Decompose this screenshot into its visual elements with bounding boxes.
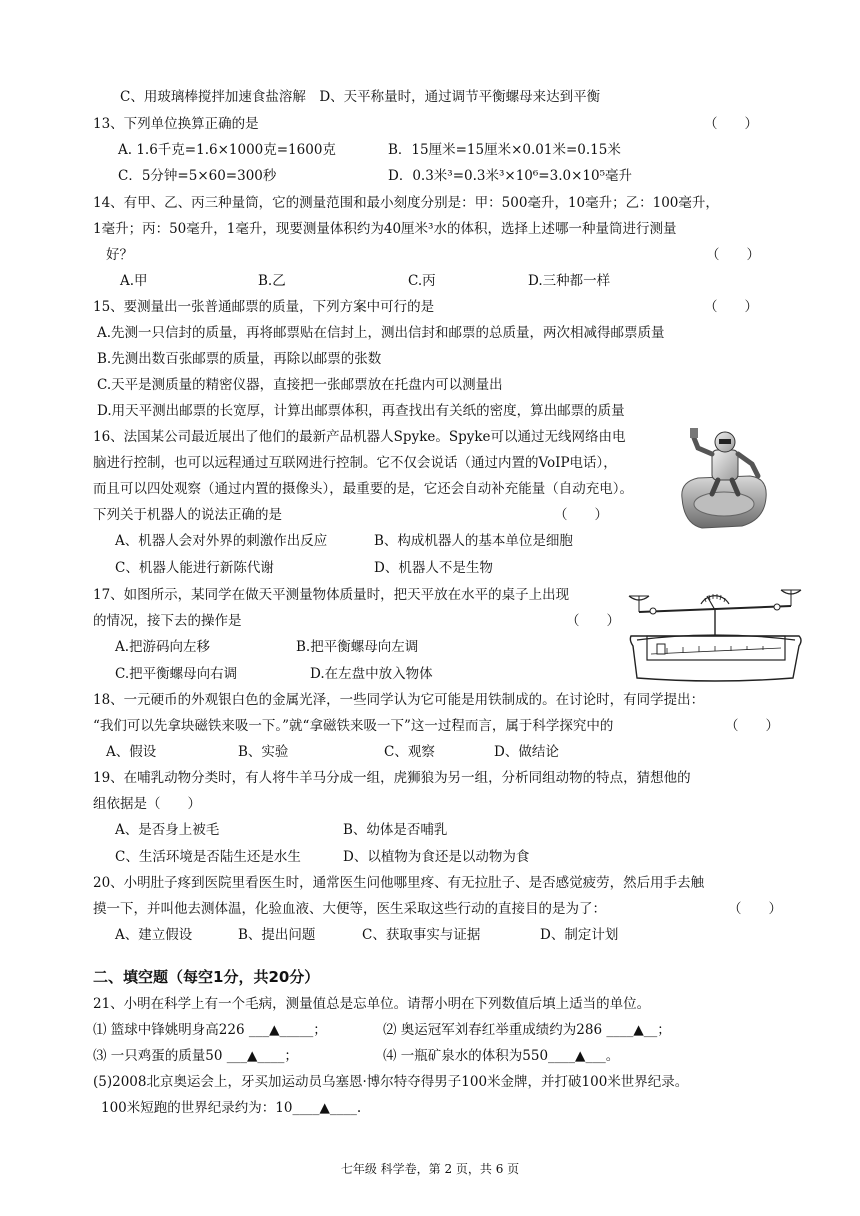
q20-option-a: A、建立假设 xyxy=(115,927,193,943)
q17-option-c: C.把平衡螺母向右调 xyxy=(115,666,238,682)
q20-option-b: B、提出问题 xyxy=(238,927,316,943)
q17-answer-blank: （ ） xyxy=(566,613,620,629)
q20-option-d: D、制定计划 xyxy=(540,927,619,943)
q14-option-b: B.乙 xyxy=(258,273,286,289)
q14-option-d: D.三种都一样 xyxy=(528,273,611,289)
q21-item-5-line1: (5)2008北京奥运会上，牙买加运动员乌塞恩·博尔特夺得男子100米金牌，并打破100米世界纪录。 xyxy=(93,1074,689,1090)
q19-option-b: B、幼体是否哺乳 xyxy=(343,822,448,838)
q21-item-2: ⑵ 奥运冠军刘春红举重成绩约为286 ____▲__； xyxy=(383,1022,671,1038)
q18-answer-blank: （ ） xyxy=(725,718,779,734)
q21-item-1: ⑴ 篮球中锋姚明身高226 ___▲_____； xyxy=(93,1022,327,1038)
q16-option-c: C、机器人能进行新陈代谢 xyxy=(115,560,274,576)
q18-option-a: A、假设 xyxy=(106,744,157,760)
q15-option-b: B.先测出数百张邮票的质量，再除以邮票的张数 xyxy=(97,351,382,367)
q16-stem-line4: 下列关于机器人的说法正确的是 xyxy=(93,507,282,523)
q16-stem-line3: 而且可以四处观察（通过内置的摄像头），最重要的是，它还会自动补充能量（自动充电）。 xyxy=(93,481,633,497)
balance-scale-figure xyxy=(627,580,803,684)
q14-stem-line2: 1毫升；丙：50毫升，1毫升，现要测量体积约为40厘米³水的体积，选择上述哪一种量筒进行测量 xyxy=(93,221,677,237)
q18-option-d: D、做结论 xyxy=(494,744,559,760)
q21-stem: 21、小明在科学上有一个毛病，测量值总是忘单位。请帮小明在下列数值后填上适当的单位。 xyxy=(93,996,651,1012)
q14-option-a: A.甲 xyxy=(120,273,148,289)
q19-option-d: D、以植物为食还是以动物为食 xyxy=(343,849,530,865)
q15-option-c: C.天平是测质量的精密仪器，直接把一张邮票放在托盘内可以测量出 xyxy=(97,377,503,393)
section-heading-fill-in: 二、填空题（每空1分，共20分） xyxy=(93,968,320,986)
q15-option-d: D.用天平测出邮票的长宽厚，计算出邮票体积，再查找出有关纸的密度，算出邮票的质量 xyxy=(97,403,625,419)
q16-stem-line1: 16、法国某公司最近展出了他们的最新产品机器人Spyke。Spyke可以通过无线网络由电 xyxy=(93,429,626,445)
q17-option-d: D.在左盘中放入物体 xyxy=(310,666,433,682)
q19-option-c: C、生活环境是否陆生还是水生 xyxy=(115,849,301,865)
q21-item-5-line2: 100米短跑的世界纪录约为：10____▲____. xyxy=(101,1100,362,1116)
q13-option-a: A. 1.6千克=1.6×1000克=1600克 xyxy=(118,142,336,158)
q13-option-b: B．15厘米=15厘米×0.01米=0.15米 xyxy=(388,142,621,158)
q16-stem-line2: 脑进行控制，也可以远程通过互联网进行控制。它不仅会说话（通过内置的VoIP电话）， xyxy=(93,455,617,471)
q15-stem: 15、要测量出一张普通邮票的质量，下列方案中可行的是 xyxy=(93,299,435,315)
q14-stem-line3: 好？ xyxy=(106,247,133,263)
q12-options-cd: C、用玻璃棒搅拌加速食盐溶解 D、天平称量时，通过调节平衡螺母来达到平衡 xyxy=(120,89,601,105)
q18-stem-line1: 18、一元硬币的外观银白色的金属光泽，一些同学认为它可能是用铁制成的。在讨论时，有同学提出： xyxy=(93,692,705,708)
q18-option-c: C、观察 xyxy=(384,744,435,760)
q14-stem-line1: 14、有甲、乙、丙三种量筒，它的测量范围和最小刻度分别是：甲：500毫升，10毫升；乙：100毫升， xyxy=(93,195,719,211)
q19-option-a: A、是否身上被毛 xyxy=(115,822,220,838)
q17-stem-line1: 17、如图所示，某同学在做天平测量物体质量时，把天平放在水平的桌子上出现 xyxy=(93,587,570,603)
robot-spyke-image xyxy=(672,420,772,535)
q15-option-a: A.先测一只信封的质量，再将邮票贴在信封上，测出信封和邮票的总质量，两次相减得邮票质量 xyxy=(97,325,665,341)
q20-stem-line2: 摸一下，并叫他去测体温，化验血液、大便等，医生采取这些行动的直接目的是为了： xyxy=(93,901,606,917)
q16-answer-blank: （ ） xyxy=(554,507,608,523)
q16-option-d: D、机器人不是生物 xyxy=(374,560,493,576)
q20-stem-line1: 20、小明肚子疼到医院里看医生时，通常医生问他哪里疼、有无拉肚子、是否感觉疲劳，然后用手去触 xyxy=(93,875,705,891)
q15-answer-blank: （ ） xyxy=(704,299,758,315)
q19-stem-line1: 19、在哺乳动物分类时，有人将牛羊马分成一组，虎狮狼为另一组，分析同组动物的特点，猜想他的 xyxy=(93,770,691,786)
q16-option-b: B、构成机器人的基本单位是细胞 xyxy=(374,533,573,549)
q17-option-a: A.把游码向左移 xyxy=(115,639,211,655)
q13-option-d: D．0.3米³=0.3米³×10⁶=3.0×10⁵毫升 xyxy=(388,168,632,184)
q18-option-b: B、实验 xyxy=(238,744,289,760)
q14-answer-blank: （ ） xyxy=(706,247,760,263)
q18-stem-line2: “我们可以先拿块磁铁来吸一下。”就“拿磁铁来吸一下”这一过程而言，属于科学探究中的 xyxy=(93,718,614,734)
q21-item-4: ⑷ 一瓶矿泉水的体积为550____▲___。 xyxy=(383,1048,620,1064)
q13-option-c: C．5分钟=5×60=300秒 xyxy=(118,168,277,184)
q20-answer-blank: （ ） xyxy=(728,901,782,917)
q13-answer-blank: （ ） xyxy=(704,116,758,132)
page-footer: 七年级 科学卷，第 2 页，共 6 页 xyxy=(340,1162,520,1176)
q13-stem: 13、下列单位换算正确的是 xyxy=(93,116,259,132)
q17-stem-line2: 的情况，接下去的操作是 xyxy=(93,613,242,629)
q17-option-b: B.把平衡螺母向左调 xyxy=(296,639,419,655)
q20-option-c: C、获取事实与证据 xyxy=(362,927,481,943)
q21-item-3: ⑶ 一只鸡蛋的质量50 ___▲____； xyxy=(93,1048,298,1064)
q19-stem-line2: 组依据是（ ） xyxy=(93,796,201,812)
q14-option-c: C.丙 xyxy=(408,273,436,289)
q16-option-a: A、机器人会对外界的刺激作出反应 xyxy=(115,533,328,549)
